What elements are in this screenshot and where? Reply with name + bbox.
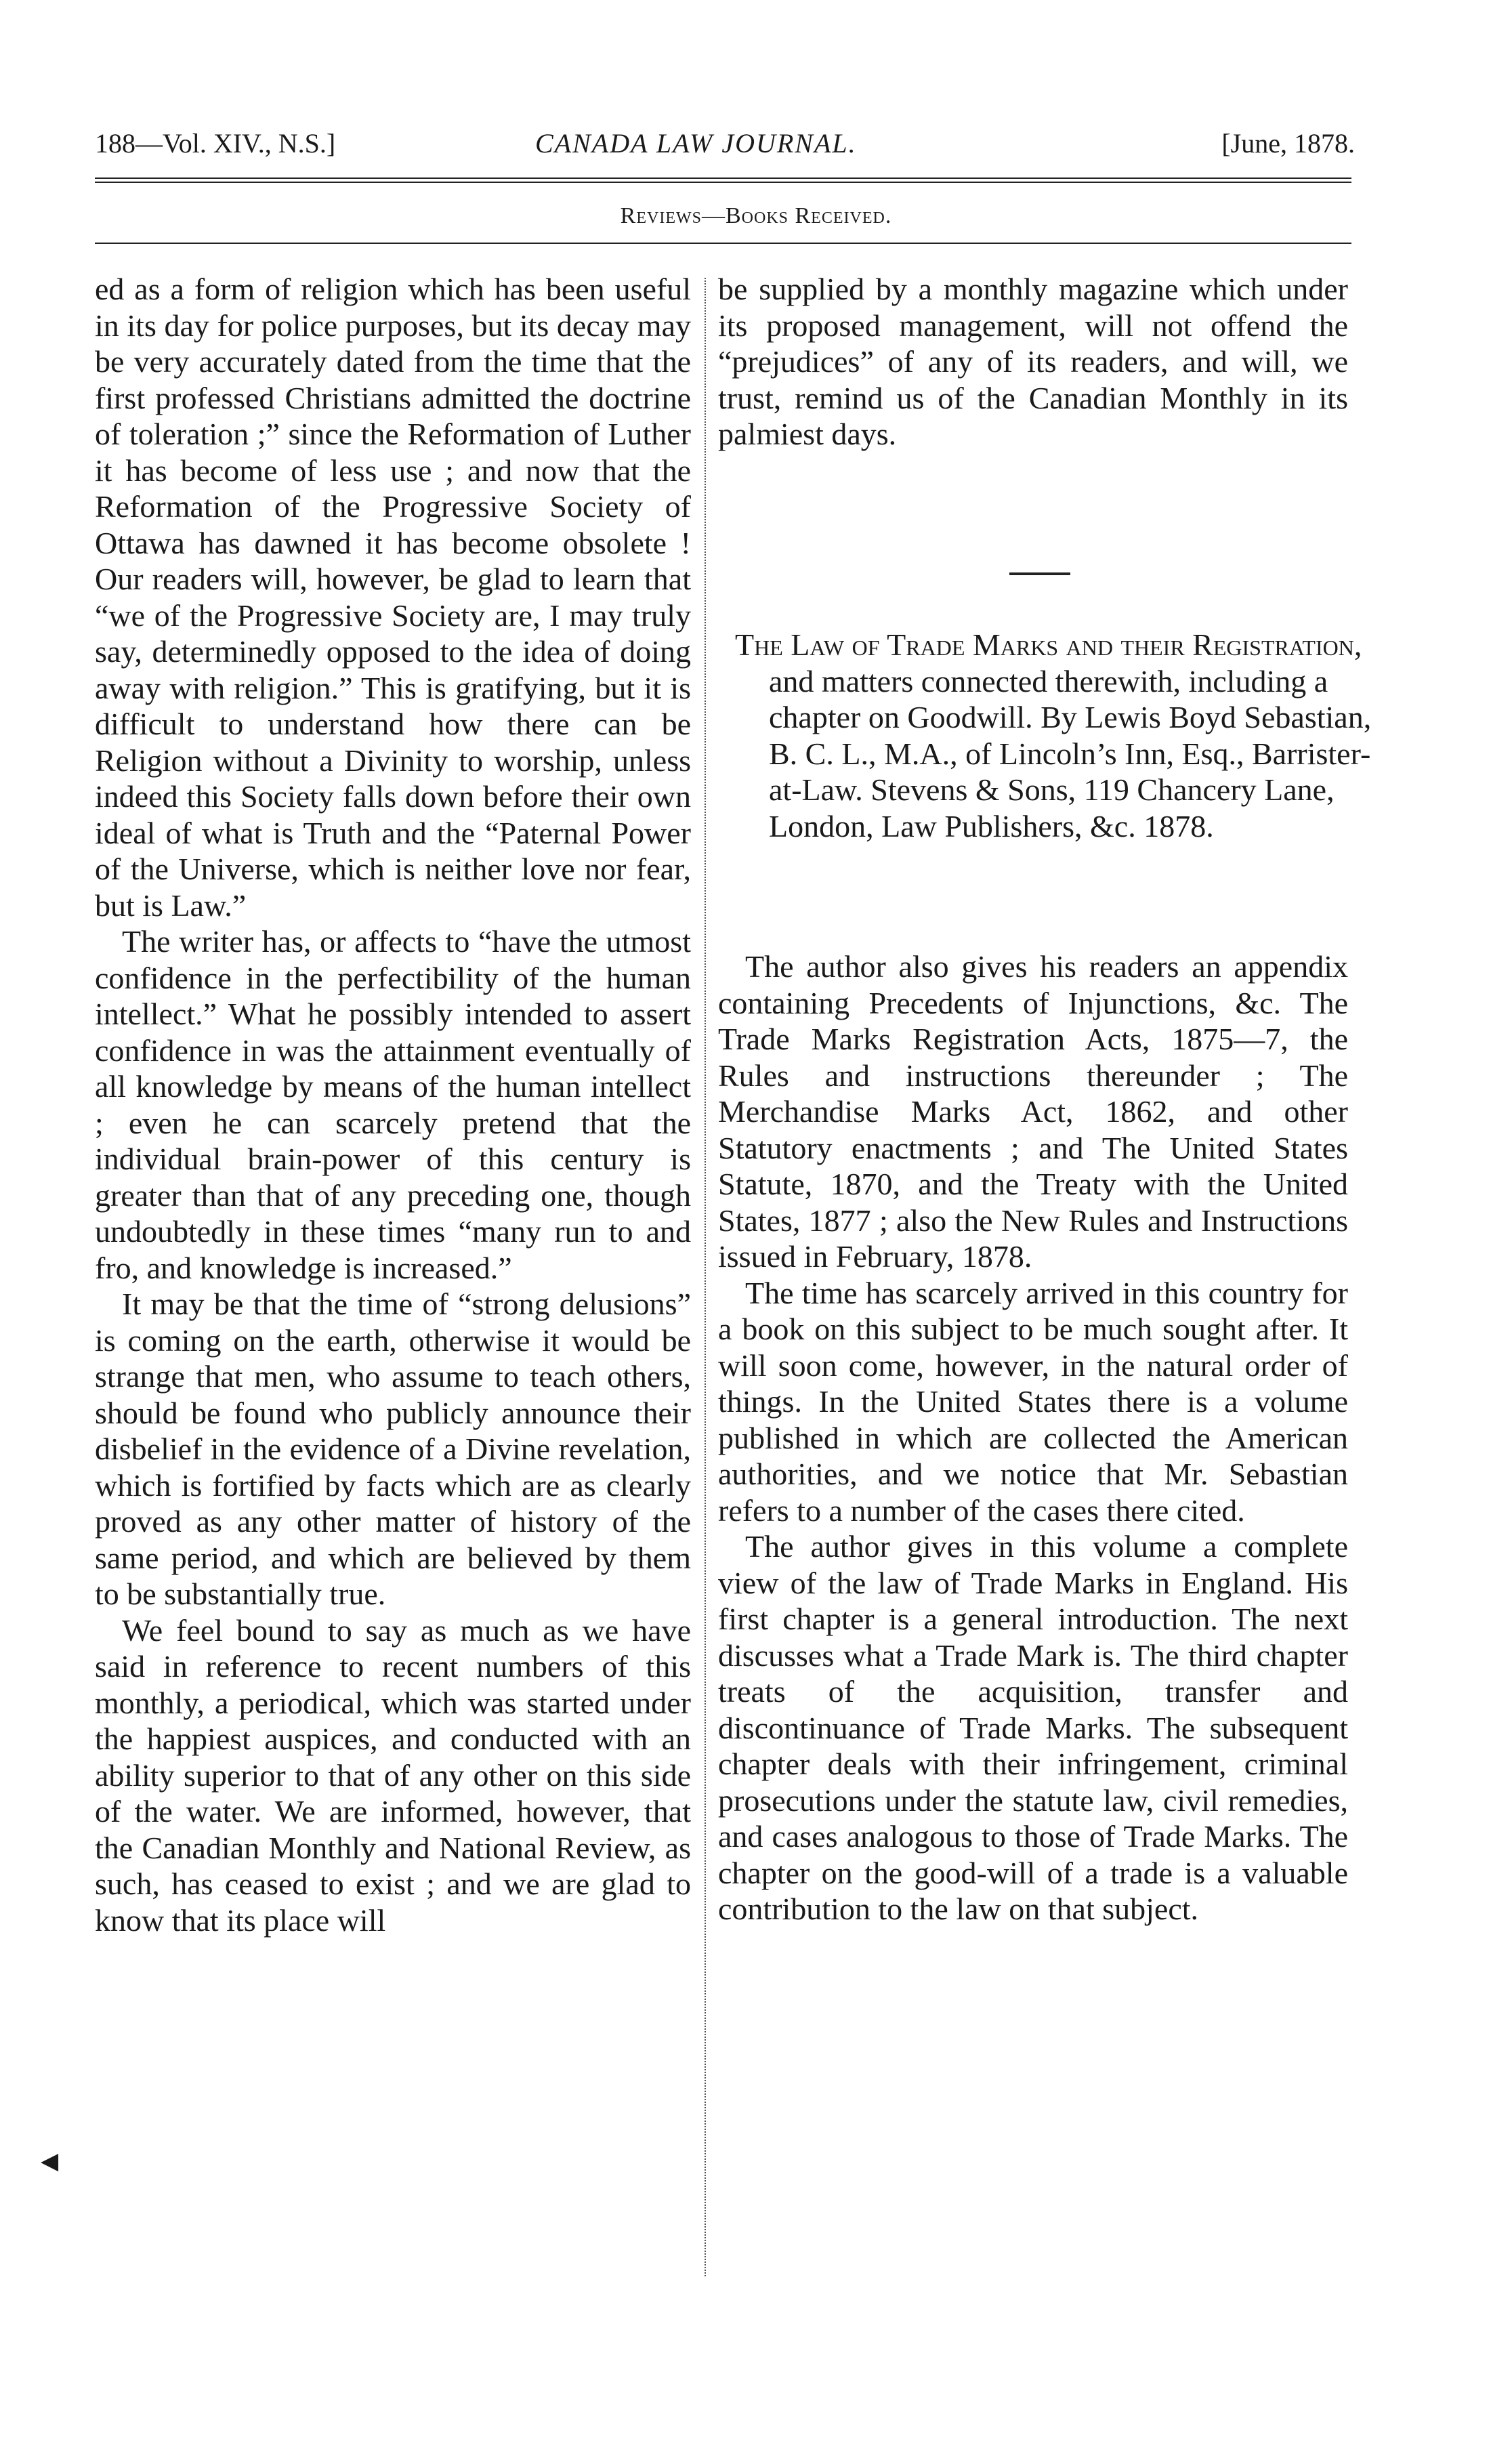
page-header [95, 127, 1355, 168]
paragraph: We feel bound to say as much as we have said in reference to recent numbers of this monthly, a periodical, which was started under the happiest auspices, and conducted with an ability superior to that of any other on this side of the water. We are informed, however, that the Canadian Monthly and National Review, as such, has ceased to exist ; and we are glad to know that its place will [95, 1612, 691, 1938]
paragraph: The time has scarcely arrived in this country for a book on this subject to be much sought after. It will soon come, however, in the natural order of things. In the United States there is a volume published in which are collected the American authorities, and we notice that Mr. Sebastian refers to a number of the cases there cited. [718, 1275, 1348, 1528]
paragraph: The author also gives his readers an appendix containing Precedents of Injunctions, &c. The Trade Marks Registration Acts, 1875—7, the Rules and instructions thereunder ; The Merchandise Marks Act, 1862, and other Statutory enactments ; and The United States Statute, 1870, and the Treaty with the United States, 1877 ; also the New Rules and Instructions issued in February, 1878. [718, 949, 1348, 1274]
section-heading: Reviews—Books Received. [620, 203, 892, 228]
section-dash [1009, 572, 1070, 575]
column-divider [705, 278, 706, 2276]
volume-label: 188—Vol. XIV., N.S.] [95, 128, 336, 159]
header-rule-bottom [95, 182, 1351, 183]
subheader-rule [95, 243, 1351, 244]
paragraph: be supplied by a monthly magazine which under its proposed management, will not offend the “prejudices” of any of its readers, and will, we trust, remind us of the Canadian Monthly in its palmiest days. [718, 272, 1348, 451]
right-column-top [718, 271, 1348, 453]
paragraph: It may be that the time of “strong delusions” is coming on the earth, otherwise it would be strange that men, who assume to teach others, should be found who publicly announce their disbelief in the evidence of a Divine revelation, which is fortified by facts which are as clearly proved as any other matter of history of the same period, and which are believed by them to be substantially true. [95, 1287, 691, 1611]
paragraph: ed as a form of religion which has been useful in its day for police purposes, but its decay may be very accurately dated from the time that the first professed Christians admitted the doctrine of toleration ;” since the Reformation of Luther it has become of less use ; and now that the Reformation of the Progressive Society of Ottawa has dawned it has become obsolete ! Our readers will, however, be glad to learn that “we of the Progressive Society are, I may truly say, determinedly opposed to the idea of doing away with religion.” This is gratifying, but it is difficult to understand how there can be Religion without a Divinity to worship, unless indeed this Society falls down before their own ideal of what is Truth and the “Paternal Power of the Universe, which is neither love nor fear, but is Law.” [95, 272, 691, 923]
book-entry [735, 627, 1379, 844]
journal-title: CANADA LAW JOURNAL. [535, 128, 857, 159]
right-column-review [718, 948, 1348, 1927]
header-rule-top [95, 178, 1351, 179]
left-column [95, 271, 691, 1938]
issue-date: [June, 1878. [1221, 128, 1355, 159]
book-title: The Law of Trade Marks and their Registration, [735, 627, 1362, 662]
margin-mark-icon: ◀ [41, 2149, 59, 2174]
book-details: and matters connected therewith, including a chapter on Goodwill. By Lewis Boyd Sebastian, B. C. L., M.A., of Lincoln’s Inn, Esq., Barrister-at-Law. Stevens & Sons, 119 Chancery Lane, London, Law Publishers, &c. 1878. [769, 663, 1372, 843]
paragraph: The author gives in this volume a complete view of the law of Trade Marks in England. His first chapter is a general introduction. The next discusses what a Trade Mark is. The third chapter treats of the acquisition, transfer and discontinuance of Trade Marks. The subsequent chapter deals with their infringement, criminal prosecutions under the statute law, civil remedies, and cases analogous to those of Trade Marks. The chapter on the good-will of a trade is a valuable contribution to the law on that subject. [718, 1529, 1348, 1926]
paragraph: The writer has, or affects to “have the utmost confidence in the perfectibility of the human intellect.” What he possibly intended to assert confidence in was the attainment eventually of all knowledge by means of the human intellect ; even he can scarcely pretend that the individual brain-power of this century is greater than that of any preceding one, though undoubtedly in these times “many run to and fro, and knowledge is increased.” [95, 924, 691, 1285]
